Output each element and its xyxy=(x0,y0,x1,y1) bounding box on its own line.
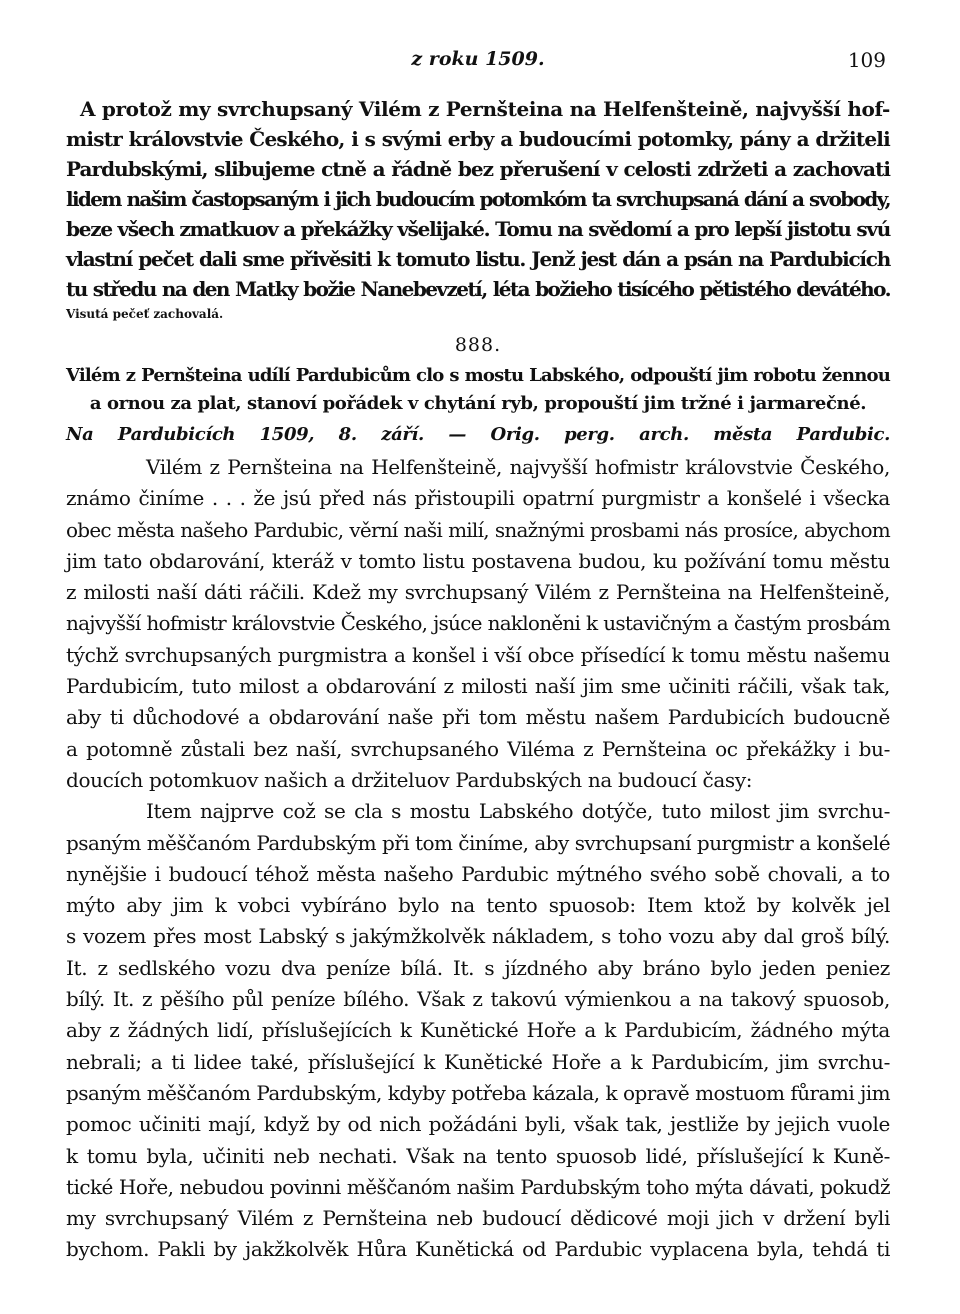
seal-note: Visutá pečeť zachovalá. xyxy=(66,307,224,321)
text-line: mistr královstvie Českého, i s svými erby a budoucími potomky, pány a držiteli xyxy=(66,127,890,151)
document-summary xyxy=(66,362,890,418)
text-line: nebrali; a ti lidee také, příslušející k Kunětické Hoře a k Pardubicím, jim svrchu- xyxy=(66,1049,890,1074)
text-line: pomoc učiniti mají, když by od nich požádáni byli, však tak, jestliže by jejich vuole xyxy=(66,1112,890,1137)
text-line: a potomně zůstali bez naší, svrchupsaného Viléma z Pernšteina oc překážky i bu- xyxy=(66,736,890,761)
text-line: tu středu na den Matky božie Nanebevzetí, léta božieho tisícého pětistého devátého. xyxy=(66,277,890,301)
intro-paragraph xyxy=(66,94,890,304)
text-line: psaným měščanóm Pardubským při tom činíme, aby svrchupsaní purgmistr a konšelé xyxy=(66,830,890,855)
document-number: 888. xyxy=(454,334,502,356)
text-line: týchž svrchupsaných purgmistra a konšel i vší obce přísedící k tomu městu našemu xyxy=(66,642,890,667)
seal-note-block xyxy=(66,304,890,324)
source-block xyxy=(66,420,890,450)
text-line: aby ti důchodové a obdarování naše při tom městu našem Pardubicích budoucně xyxy=(66,705,890,730)
running-title: z roku 1509. xyxy=(411,48,545,70)
text-line: obec města našeho Pardubic, věrní naši milí, snažnými prosbami nás prosíce, abychom xyxy=(66,517,890,542)
text-line: tické Hoře, nebudou povinni měščanóm našim Pardubským toho mýta dávati, pokudž xyxy=(66,1174,890,1199)
page-number: 109 xyxy=(847,48,886,72)
text-line: It. z sedlského vozu dva peníze bílá. It. s jízdného aby bráno bylo jeden peniez xyxy=(66,955,890,980)
text-line: Pardubskými, slibujeme ctně a řádně bez přerušení v celosti zdržeti a zachovati xyxy=(66,157,890,181)
text-line: lidem našim častopsaným i jich budoucím potomkóm ta svrchupsaná dání a svobody, xyxy=(66,187,890,211)
text-line: beze všech zmatkuov a překážky všelijaké. Tomu na svědomí a pro lepší jistotu svú xyxy=(66,217,890,241)
text-line: mýto aby jim k vobci vybíráno bylo na tento spuosob: Item ktož by kolvěk jel xyxy=(66,893,890,918)
text-line: bychom. Pakli by jakžkolvěk Hůra Kunětická od Pardubic vyplacena byla, tehdá ti xyxy=(66,1237,890,1262)
text-line: vlastní pečet dali sme přivěsiti k tomuto listu. Jenž jest dán a psán na Pardubicích xyxy=(66,247,890,271)
source-line: Na Pardubicích 1509, 8. září. — Orig. perg. arch. města Pardubic. xyxy=(66,424,890,445)
text-line: z milosti naší dáti ráčili. Kdež my svrchupsaný Vilém z Pernšteina na Helfenšteině, xyxy=(66,580,890,605)
text-line: doucích potomkuov našich a držiteluov Pardubských na budoucí časy: xyxy=(66,767,753,792)
text-line: my svrchupsaný Vilém z Pernšteina neb budoucí dědicové moji jich v držení byli xyxy=(66,1206,890,1231)
text-line: A protož my svrchupsaný Vilém z Pernšteina na Helfenšteině, najvyšší hof- xyxy=(80,97,890,121)
text-line: nynějšie i budoucí téhož města našeho Pardubic mýtného svého sobě chovali, a to xyxy=(66,861,890,886)
summary-line: a ornou za plat, stanoví pořádek v chytání ryb, propouští jim tržné i jarmarečné. xyxy=(89,393,867,414)
text-line: bílý. It. z pěšího půl peníze bílého. Však z takovú výmienkou a na takový spuosob, xyxy=(66,987,890,1012)
text-line: s vozem přes most Labský s jakýmžkolvěk nákladem, s toho vozu aby dal groš bílý. xyxy=(66,924,890,949)
text-line: Item najprve což se cla s mostu Labského dotýče, tuto milost jim svrchu- xyxy=(146,799,890,824)
text-line: najvyšší hofmistr královstvie Českého, jsúce nakloněni k ustavičným a častým prosbám xyxy=(66,611,890,636)
text-line: známo činíme . . . že jsú před nás přistoupili opatrní purgmistr a konšelé i všecka xyxy=(66,486,890,511)
text-line: jim tato obdarování, kteráž v tomto listu postavena budou, ku požívání tomu městu xyxy=(66,548,890,573)
text-line: k tomu byla, učiniti neb nechati. Však na tento spuosob lidé, příslušející k Kuně- xyxy=(66,1143,890,1168)
text-line: Vilém z Pernšteina na Helfenšteině, najvyšší hofmistr královstvie Českého, xyxy=(146,455,890,479)
text-line: psaným měščanóm Pardubským, kdyby potřeba kázala, k opravě mostuom fůrami jim xyxy=(66,1080,890,1105)
page-header xyxy=(66,48,890,78)
document-number-block xyxy=(66,328,890,362)
main-text xyxy=(66,452,890,1266)
text-line: aby z žádných lidí, příslušejících k Kunětické Hoře a k Pardubicím, žádného mýta xyxy=(66,1018,890,1043)
summary-line: Vilém z Pernšteina udílí Pardubicům clo s mostu Labského, odpouští jim robotu žennou xyxy=(66,365,890,386)
text-line: Pardubicím, tuto milost a obdarování z milosti naší jim sme učiniti ráčili, však tak, xyxy=(66,674,890,699)
